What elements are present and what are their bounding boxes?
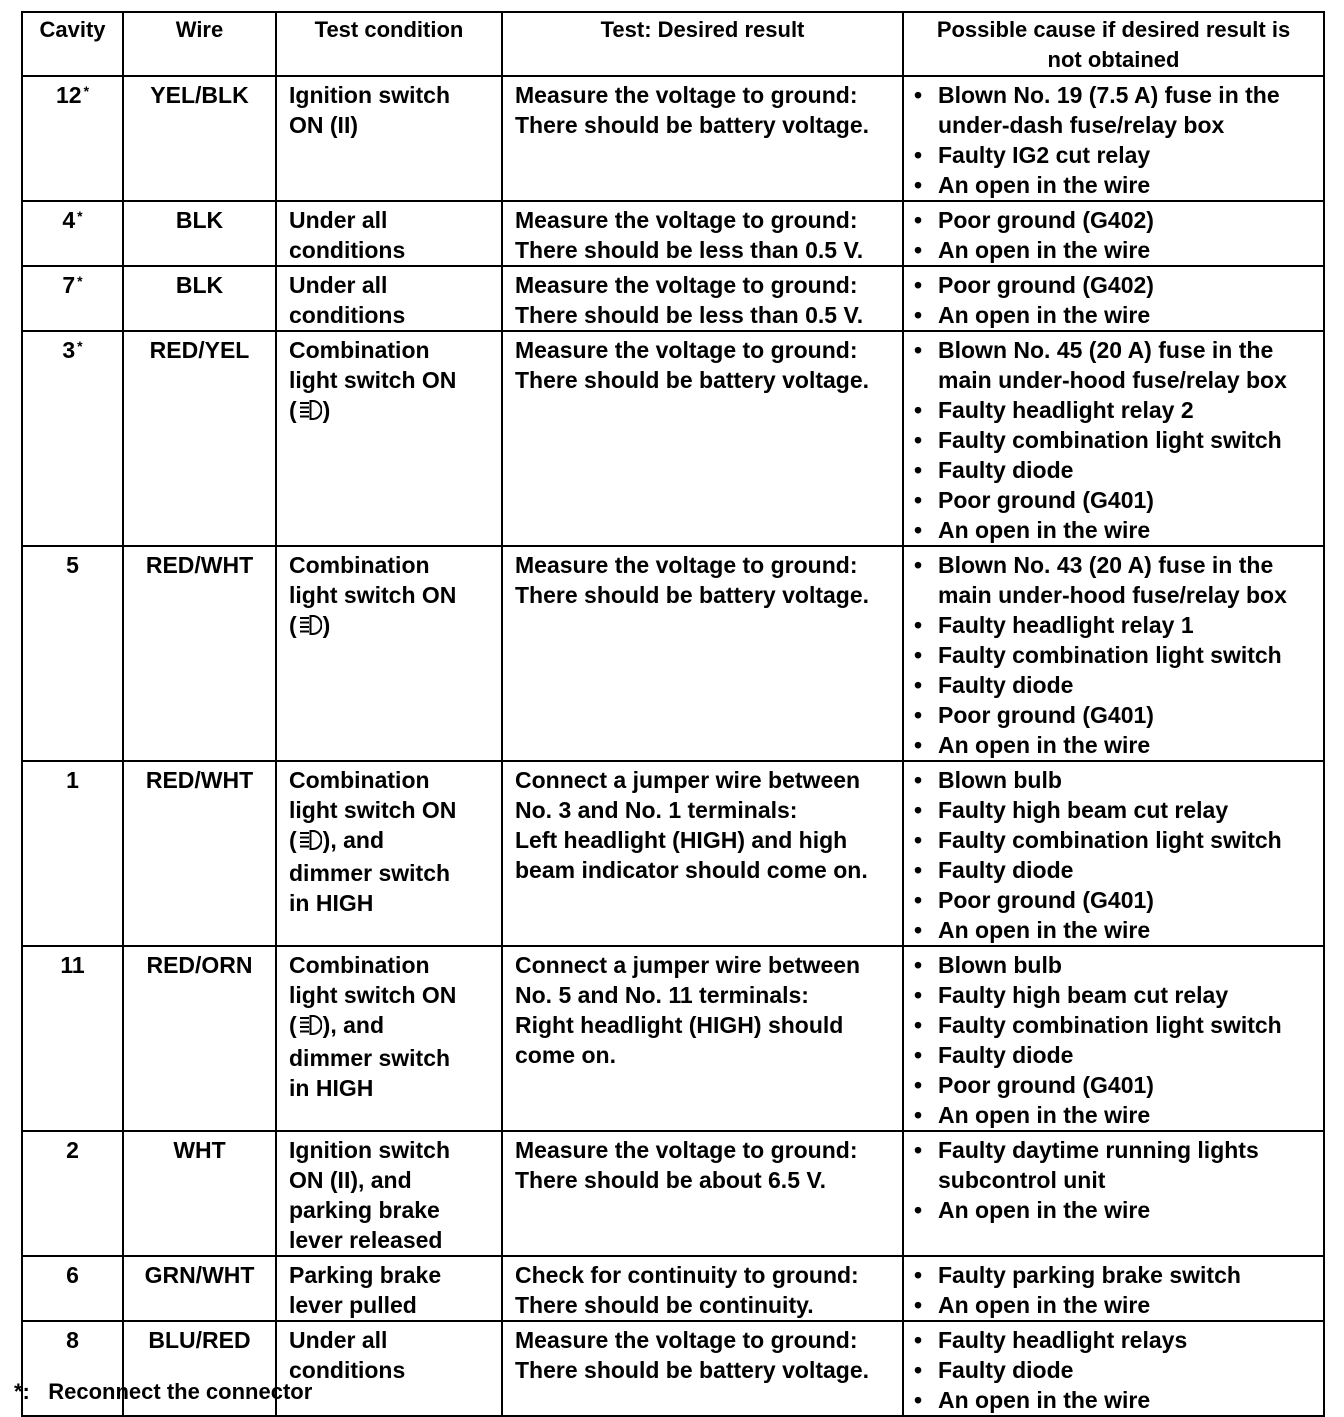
bullet-icon: • xyxy=(914,732,923,758)
cause-item xyxy=(914,915,1319,945)
bullet-icon: • xyxy=(914,427,923,453)
bullet-icon: • xyxy=(914,1357,923,1383)
reconnect-marker: * xyxy=(83,83,90,99)
cause-text: An open in the wire xyxy=(938,1197,1151,1223)
cause-text: Blown No. 43 (20 A) fuse in the xyxy=(938,552,1274,578)
condition-text: ), and xyxy=(322,827,385,853)
result-line: There should be less than 0.5 V. xyxy=(515,302,864,328)
cavity-cell xyxy=(22,201,123,266)
bullet-icon xyxy=(914,580,938,610)
condition-line: conditions xyxy=(289,302,406,328)
bullet-icon: • xyxy=(914,767,923,793)
cause-text: An open in the wire xyxy=(938,172,1151,198)
bullet-icon: • xyxy=(914,457,923,483)
bullet-icon: • xyxy=(914,1197,923,1223)
cause-item xyxy=(914,1355,1319,1385)
cause-text: Faulty diode xyxy=(938,672,1074,698)
bullet-icon: • xyxy=(914,1262,923,1288)
bullet-icon: • xyxy=(914,1292,923,1318)
condition-line: Combination xyxy=(289,337,430,363)
header-possible-cause-line1: Possible cause if desired result is xyxy=(936,17,1291,42)
cause-text: Faulty diode xyxy=(938,1357,1074,1383)
cause-item xyxy=(914,825,1319,855)
cause-text: Faulty combination light switch xyxy=(938,642,1282,668)
cause-item xyxy=(914,485,1319,515)
cause-text: Faulty diode xyxy=(938,1042,1074,1068)
wire-cell: YEL/BLK xyxy=(123,76,276,201)
condition-text: ), and xyxy=(322,1012,385,1038)
condition-line: Combination xyxy=(289,552,430,578)
possible-cause-cell xyxy=(903,1321,1324,1416)
header-cavity: Cavity xyxy=(22,12,123,76)
cause-text: main under-hood fuse/relay box xyxy=(938,367,1287,393)
bullet-icon: • xyxy=(914,82,923,108)
condition-line xyxy=(289,610,495,643)
cause-item xyxy=(914,80,1319,110)
condition-line: Under all xyxy=(289,272,388,298)
cause-item xyxy=(914,395,1319,425)
condition-line: lever pulled xyxy=(289,1292,417,1318)
cause-item xyxy=(914,1010,1319,1040)
table-row xyxy=(22,1256,1324,1321)
cause-text: Blown bulb xyxy=(938,952,1062,978)
table-row xyxy=(22,546,1324,761)
cause-text: Poor ground (G402) xyxy=(938,272,1154,298)
cause-item xyxy=(914,1070,1319,1100)
cause-item xyxy=(914,795,1319,825)
header-wire: Wire xyxy=(123,12,276,76)
bullet-icon: • xyxy=(914,1387,923,1413)
cause-text: An open in the wire xyxy=(938,732,1151,758)
bullet-icon xyxy=(914,365,938,395)
result-line: Measure the voltage to ground: xyxy=(515,1327,858,1353)
cause-item xyxy=(914,700,1319,730)
result-line: There should be battery voltage. xyxy=(515,1357,870,1383)
cause-item xyxy=(914,235,1319,265)
bullet-icon: • xyxy=(914,552,923,578)
reconnect-marker: * xyxy=(77,208,83,224)
condition-line: conditions xyxy=(289,237,406,263)
cause-item xyxy=(914,1325,1319,1355)
cause-text: Faulty headlight relays xyxy=(938,1327,1188,1353)
cause-text: Faulty high beam cut relay xyxy=(938,797,1229,823)
cavity-cell xyxy=(22,266,123,331)
cause-item xyxy=(914,765,1319,795)
cause-text: Faulty parking brake switch xyxy=(938,1262,1241,1288)
cause-text: Faulty IG2 cut relay xyxy=(938,142,1151,168)
cause-text: An open in the wire xyxy=(938,1387,1151,1413)
desired-result-cell xyxy=(502,761,903,946)
cause-item xyxy=(914,140,1319,170)
cause-text: Poor ground (G401) xyxy=(938,702,1154,728)
bullet-icon: • xyxy=(914,702,923,728)
cavity-number: 8 xyxy=(66,1327,79,1353)
cavity-cell xyxy=(22,331,123,546)
bullet-icon: • xyxy=(914,142,923,168)
table-row xyxy=(22,331,1324,546)
test-condition-cell xyxy=(276,266,502,331)
result-line: Connect a jumper wire between xyxy=(515,767,861,793)
cause-text: An open in the wire xyxy=(938,1102,1151,1128)
cause-item xyxy=(914,670,1319,700)
condition-line: Under all xyxy=(289,1327,388,1353)
result-line: There should be continuity. xyxy=(515,1292,814,1318)
headlight-icon xyxy=(298,828,322,858)
header-possible-cause-line2: not obtained xyxy=(1047,47,1180,72)
result-line: come on. xyxy=(515,1042,616,1068)
condition-line: in HIGH xyxy=(289,890,374,916)
cavity-cell xyxy=(22,1256,123,1321)
wire-cell: WHT xyxy=(123,1131,276,1256)
cause-text: Faulty headlight relay 1 xyxy=(938,612,1194,638)
wire-cell: BLK xyxy=(123,201,276,266)
table-row xyxy=(22,1131,1324,1256)
bullet-icon: • xyxy=(914,952,923,978)
cause-item xyxy=(914,455,1319,485)
cavity-number: 5 xyxy=(66,552,79,578)
wire-cell: GRN/WHT xyxy=(123,1256,276,1321)
result-line: There should be less than 0.5 V. xyxy=(515,237,864,263)
test-condition-cell xyxy=(276,201,502,266)
cause-item xyxy=(914,580,1319,610)
bullet-icon: • xyxy=(914,397,923,423)
cavity-number: 2 xyxy=(66,1137,79,1163)
cause-text: An open in the wire xyxy=(938,917,1151,943)
test-condition-cell xyxy=(276,1256,502,1321)
condition-line xyxy=(289,825,495,858)
bullet-icon: • xyxy=(914,612,923,638)
table-row xyxy=(22,946,1324,1131)
bullet-icon: • xyxy=(914,672,923,698)
condition-line: conditions xyxy=(289,1357,406,1383)
cause-item xyxy=(914,170,1319,200)
condition-text: ( xyxy=(289,827,297,853)
cause-text: Poor ground (G401) xyxy=(938,887,1154,913)
cause-text: An open in the wire xyxy=(938,1292,1151,1318)
cause-item xyxy=(914,270,1319,300)
condition-line xyxy=(289,395,495,428)
condition-text: ) xyxy=(322,612,331,638)
cause-item xyxy=(914,550,1319,580)
desired-result-cell xyxy=(502,546,903,761)
diagnosis-table xyxy=(21,11,1325,1417)
bullet-icon: • xyxy=(914,272,923,298)
result-line: There should be about 6.5 V. xyxy=(515,1167,826,1193)
headlight-icon xyxy=(298,1013,322,1043)
bullet-icon: • xyxy=(914,642,923,668)
cavity-cell xyxy=(22,76,123,201)
cause-text: Faulty combination light switch xyxy=(938,827,1282,853)
cause-item xyxy=(914,1040,1319,1070)
desired-result-cell xyxy=(502,266,903,331)
result-line: Measure the voltage to ground: xyxy=(515,337,858,363)
condition-line: Combination xyxy=(289,952,430,978)
diagnosis-table-container xyxy=(21,11,1323,1417)
cause-item xyxy=(914,640,1319,670)
test-condition-cell xyxy=(276,1131,502,1256)
condition-line: Ignition switch xyxy=(289,1137,450,1163)
bullet-icon: • xyxy=(914,1137,923,1163)
bullet-icon xyxy=(914,110,938,140)
cavity-number: 4 xyxy=(62,207,76,233)
cavity-number: 3 xyxy=(62,337,76,363)
possible-cause-cell xyxy=(903,546,1324,761)
bullet-icon: • xyxy=(914,337,923,363)
condition-line: Combination xyxy=(289,767,430,793)
result-line: Measure the voltage to ground: xyxy=(515,552,858,578)
condition-line: in HIGH xyxy=(289,1075,374,1101)
result-line: Connect a jumper wire between xyxy=(515,952,861,978)
test-condition-cell xyxy=(276,331,502,546)
bullet-icon: • xyxy=(914,797,923,823)
desired-result-cell xyxy=(502,1321,903,1416)
result-line: Right headlight (HIGH) should xyxy=(515,1012,844,1038)
cause-item xyxy=(914,1260,1319,1290)
bullet-icon: • xyxy=(914,1102,923,1128)
bullet-icon: • xyxy=(914,487,923,513)
condition-text: ) xyxy=(322,397,331,423)
result-line: There should be battery voltage. xyxy=(515,582,870,608)
cavity-number: 6 xyxy=(66,1262,79,1288)
condition-line: Parking brake xyxy=(289,1262,442,1288)
headlight-icon xyxy=(298,613,322,643)
wire-cell: RED/WHT xyxy=(123,761,276,946)
result-line: beam indicator should come on. xyxy=(515,857,868,883)
bullet-icon: • xyxy=(914,1042,923,1068)
condition-line: light switch ON xyxy=(289,582,457,608)
condition-line: light switch ON xyxy=(289,982,457,1008)
desired-result-cell xyxy=(502,946,903,1131)
table-row xyxy=(22,76,1324,201)
cause-text: under-dash fuse/relay box xyxy=(938,112,1225,138)
cause-item xyxy=(914,110,1319,140)
desired-result-cell xyxy=(502,201,903,266)
cause-text: Poor ground (G401) xyxy=(938,1072,1154,1098)
bullet-icon: • xyxy=(914,982,923,1008)
footnote-text: Reconnect the connector xyxy=(48,1379,313,1404)
condition-line: ON (II) xyxy=(289,112,358,138)
cause-item xyxy=(914,205,1319,235)
possible-cause-cell xyxy=(903,946,1324,1131)
cavity-cell xyxy=(22,546,123,761)
cause-item xyxy=(914,1195,1319,1225)
test-condition-cell xyxy=(276,546,502,761)
cause-text: Poor ground (G402) xyxy=(938,207,1154,233)
condition-line: light switch ON xyxy=(289,797,457,823)
cause-item xyxy=(914,300,1319,330)
bullet-icon: • xyxy=(914,517,923,543)
condition-text: ( xyxy=(289,1012,297,1038)
bullet-icon: • xyxy=(914,237,923,263)
table-header-row xyxy=(22,12,1324,76)
result-line: Measure the voltage to ground: xyxy=(515,207,858,233)
desired-result-cell xyxy=(502,1131,903,1256)
desired-result-cell xyxy=(502,331,903,546)
test-condition-cell xyxy=(276,946,502,1131)
footnote xyxy=(14,1378,312,1406)
result-line: Measure the voltage to ground: xyxy=(515,272,858,298)
test-condition-cell xyxy=(276,761,502,946)
bullet-icon: • xyxy=(914,1012,923,1038)
condition-line: dimmer switch xyxy=(289,860,451,886)
cause-item xyxy=(914,610,1319,640)
result-line: There should be battery voltage. xyxy=(515,112,870,138)
possible-cause-cell xyxy=(903,201,1324,266)
bullet-icon xyxy=(914,1165,938,1195)
cause-text: An open in the wire xyxy=(938,517,1151,543)
cause-text: An open in the wire xyxy=(938,237,1151,263)
header-possible-cause xyxy=(903,12,1324,76)
cause-item xyxy=(914,425,1319,455)
bullet-icon: • xyxy=(914,917,923,943)
cause-item xyxy=(914,730,1319,760)
bullet-icon: • xyxy=(914,887,923,913)
cavity-cell xyxy=(22,761,123,946)
cause-text: Blown bulb xyxy=(938,767,1062,793)
wire-cell: RED/YEL xyxy=(123,331,276,546)
condition-line: lever released xyxy=(289,1227,443,1253)
cause-item xyxy=(914,1165,1319,1195)
desired-result-cell xyxy=(502,1256,903,1321)
possible-cause-cell xyxy=(903,761,1324,946)
wire-cell: RED/ORN xyxy=(123,946,276,1131)
possible-cause-cell xyxy=(903,331,1324,546)
bullet-icon: • xyxy=(914,207,923,233)
footnote-marker: *: xyxy=(14,1379,30,1404)
condition-line: light switch ON xyxy=(289,367,457,393)
cause-text: Faulty high beam cut relay xyxy=(938,982,1229,1008)
possible-cause-cell xyxy=(903,76,1324,201)
condition-text: ( xyxy=(289,612,297,638)
bullet-icon: • xyxy=(914,857,923,883)
cause-text: Faulty diode xyxy=(938,457,1074,483)
cause-text: main under-hood fuse/relay box xyxy=(938,582,1287,608)
cause-text: subcontrol unit xyxy=(938,1167,1106,1193)
result-line: No. 5 and No. 11 terminals: xyxy=(515,982,809,1008)
table-body xyxy=(22,76,1324,1416)
possible-cause-cell xyxy=(903,1131,1324,1256)
bullet-icon: • xyxy=(914,172,923,198)
condition-line: parking brake xyxy=(289,1197,440,1223)
cavity-number: 11 xyxy=(60,952,85,978)
table-row xyxy=(22,266,1324,331)
desired-result-cell xyxy=(502,76,903,201)
cause-item xyxy=(914,1385,1319,1415)
cause-text: An open in the wire xyxy=(938,302,1151,328)
cause-text: Faulty combination light switch xyxy=(938,427,1282,453)
cavity-cell xyxy=(22,1131,123,1256)
result-line: Check for continuity to ground: xyxy=(515,1262,859,1288)
result-line: No. 3 and No. 1 terminals: xyxy=(515,797,798,823)
cause-text: Faulty combination light switch xyxy=(938,1012,1282,1038)
result-line: Measure the voltage to ground: xyxy=(515,82,858,108)
result-line: Left headlight (HIGH) and high xyxy=(515,827,848,853)
cause-item xyxy=(914,950,1319,980)
possible-cause-cell xyxy=(903,1256,1324,1321)
cause-item xyxy=(914,980,1319,1010)
cause-item xyxy=(914,335,1319,365)
table-row xyxy=(22,201,1324,266)
wire-cell: BLU/RED xyxy=(123,1321,276,1416)
bullet-icon: • xyxy=(914,1072,923,1098)
header-test-condition: Test condition xyxy=(276,12,502,76)
cause-item xyxy=(914,855,1319,885)
cause-item xyxy=(914,515,1319,545)
result-line: There should be battery voltage. xyxy=(515,367,870,393)
cause-text: Poor ground (G401) xyxy=(938,487,1154,513)
reconnect-marker: * xyxy=(77,273,83,289)
cause-item xyxy=(914,1135,1319,1165)
cavity-number: 12 xyxy=(55,82,82,108)
cause-item xyxy=(914,885,1319,915)
cavity-number: 7 xyxy=(62,272,76,298)
cause-text: Blown No. 45 (20 A) fuse in the xyxy=(938,337,1274,363)
bullet-icon: • xyxy=(914,302,923,328)
cause-text: Faulty headlight relay 2 xyxy=(938,397,1194,423)
possible-cause-cell xyxy=(903,266,1324,331)
test-condition-cell xyxy=(276,76,502,201)
cavity-cell xyxy=(22,946,123,1131)
wire-cell: RED/WHT xyxy=(123,546,276,761)
reconnect-marker: * xyxy=(77,338,83,354)
wire-cell: BLK xyxy=(123,266,276,331)
cavity-number: 1 xyxy=(66,767,79,793)
condition-line: Ignition switch xyxy=(289,82,450,108)
cause-item xyxy=(914,365,1319,395)
cause-text: Blown No. 19 (7.5 A) fuse in the xyxy=(938,82,1280,108)
condition-text: ( xyxy=(289,397,297,423)
cause-text: Faulty diode xyxy=(938,857,1074,883)
header-desired-result: Test: Desired result xyxy=(502,12,903,76)
bullet-icon: • xyxy=(914,827,923,853)
table-row xyxy=(22,761,1324,946)
cause-text: Faulty daytime running lights xyxy=(938,1137,1259,1163)
condition-line: ON (II), and xyxy=(289,1167,412,1193)
bullet-icon: • xyxy=(914,1327,923,1353)
condition-line: dimmer switch xyxy=(289,1045,451,1071)
headlight-icon xyxy=(298,398,322,428)
cause-item xyxy=(914,1290,1319,1320)
condition-line xyxy=(289,1010,495,1043)
cause-item xyxy=(914,1100,1319,1130)
result-line: Measure the voltage to ground: xyxy=(515,1137,858,1163)
condition-line: Under all xyxy=(289,207,388,233)
